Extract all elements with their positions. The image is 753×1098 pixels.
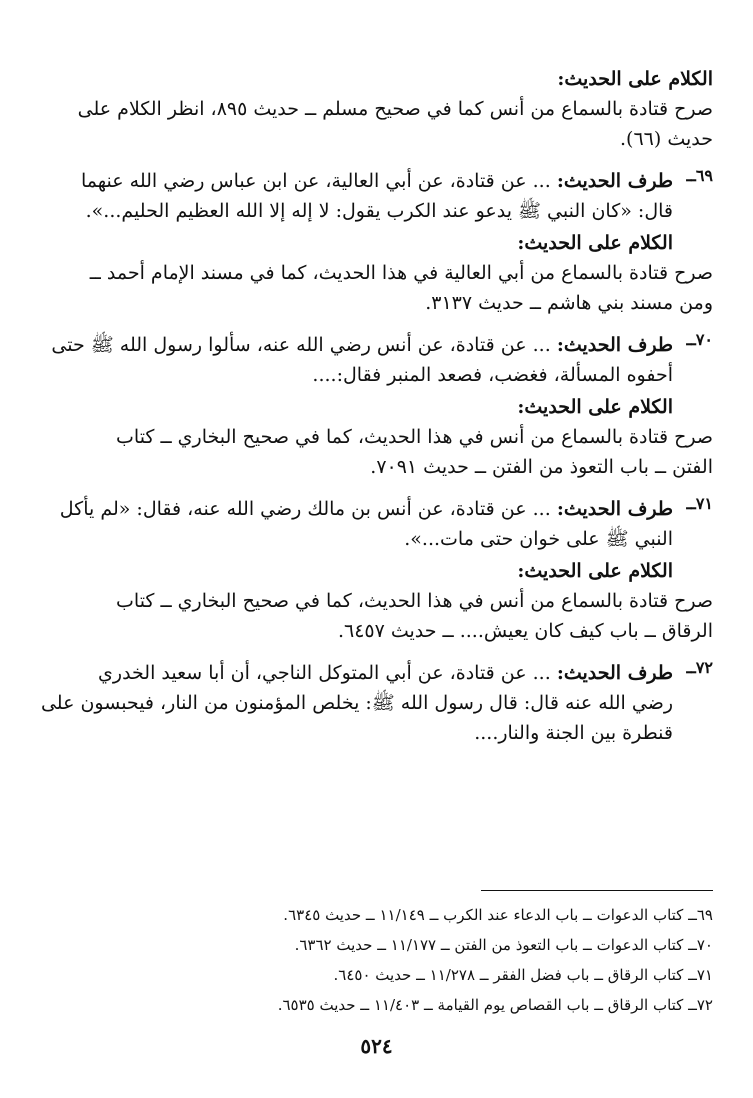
hadith-label: طرف الحديث: bbox=[556, 498, 673, 520]
hadith-line: أحفوه المسألة، فغضب، فصعد المنبر فقال:.... bbox=[312, 364, 673, 386]
commentary-line: صرح قتادة بالسماع من أبي العالية في هذا الحديث، كما في مسند الإمام أحمد ــ bbox=[89, 262, 713, 284]
hadith-label: طرف الحديث: bbox=[556, 662, 673, 684]
hadith-head bbox=[40, 330, 713, 360]
commentary-line: صرح قتادة بالسماع من أنس في هذا الحديث، كما في صحيح البخاري ــ كتاب bbox=[116, 426, 713, 448]
hadith-line bbox=[40, 330, 673, 360]
commentary-heading: الكلام على الحديث: bbox=[517, 232, 673, 254]
commentary-line: صرح قتادة بالسماع من أنس في هذا الحديث، كما في صحيح البخاري ــ كتاب bbox=[116, 590, 713, 612]
hadith-block-69 bbox=[40, 166, 713, 318]
hadith-number: ٧٢ــ bbox=[686, 658, 713, 677]
footnote-item: ٧٢ــ كتاب الرقاق ــ باب القصاص يوم القيامة ــ ١١/٤٠٣ ــ حديث ٦٥٣٥. bbox=[277, 996, 713, 1014]
footnote-item: ٧٠ــ كتاب الدعوات ــ باب التعوذ من الفتن ــ ١١/١٧٧ ــ حديث ٦٣٦٢. bbox=[294, 936, 713, 954]
hadith-line: النبي ﷺ على خوان حتى مات...». bbox=[404, 528, 673, 550]
hadith-block-72 bbox=[40, 658, 713, 748]
page-number: ٥٢٤ bbox=[360, 1034, 393, 1058]
hadith-text: ... عن قتادة، عن أنس بن مالك رضي الله عنه، فقال: «لم يأكل bbox=[59, 498, 551, 520]
commentary-line: الرقاق ــ باب كيف كان يعيش.... ــ حديث ٦٤٥٧. bbox=[337, 620, 713, 642]
hadith-line: قال: «كان النبي ﷺ يدعو عند الكرب يقول: لا إله إلا الله العظيم الحليم...». bbox=[85, 200, 673, 222]
commentary-block-68 bbox=[40, 64, 713, 154]
footnote-item: ٧١ــ كتاب الرقاق ــ باب فضل الفقر ــ ١١/٢٧٨ ــ حديث ٦٤٥٠. bbox=[333, 966, 713, 984]
commentary-line: حديث (٦٦). bbox=[620, 128, 713, 150]
hadith-number: ٧١ــ bbox=[686, 494, 713, 513]
hadith-line: رضي الله عنه قال: قال رسول الله ﷺ: يخلص المؤمنون من النار، فيحبسون على bbox=[40, 692, 673, 714]
hadith-head bbox=[40, 658, 713, 688]
hadith-number: ٧٠ــ bbox=[686, 330, 713, 349]
hadith-text: ... عن قتادة، عن أنس رضي الله عنه، سألوا رسول الله ﷺ حتى bbox=[51, 334, 551, 356]
hadith-line bbox=[40, 166, 673, 196]
hadith-head bbox=[40, 166, 713, 258]
commentary-line: الفتن ــ باب التعوذ من الفتن ــ حديث ٧٠٩١. bbox=[370, 456, 713, 478]
hadith-block-70 bbox=[40, 330, 713, 482]
commentary-heading: الكلام على الحديث: bbox=[517, 396, 673, 418]
commentary-line: صرح قتادة بالسماع من أنس كما في صحيح مسلم ــ حديث ٨٩٥، انظر الكلام على bbox=[77, 98, 713, 120]
hadith-label: طرف الحديث: bbox=[556, 334, 673, 356]
commentary-heading: الكلام على الحديث: bbox=[517, 560, 673, 582]
hadith-line bbox=[40, 658, 673, 688]
commentary-line: ومن مسند بني هاشم ــ حديث ٣١٣٧. bbox=[425, 292, 713, 314]
hadith-line: قنطرة بين الجنة والنار.... bbox=[474, 722, 673, 744]
main-text bbox=[40, 62, 713, 760]
hadith-text: ... عن قتادة، عن أبي المتوكل الناجي، أن أبا سعيد الخدري bbox=[98, 662, 551, 684]
hadith-number: ٦٩ــ bbox=[686, 166, 713, 185]
commentary-heading: الكلام على الحديث: bbox=[557, 68, 713, 90]
footnote-item: ٦٩ــ كتاب الدعوات ــ باب الدعاء عند الكرب ــ ١١/١٤٩ ــ حديث ٦٣٤٥. bbox=[283, 906, 713, 924]
footnotes bbox=[140, 900, 713, 1020]
footnote-rule bbox=[481, 890, 713, 891]
hadith-head bbox=[40, 494, 713, 524]
hadith-label: طرف الحديث: bbox=[556, 170, 673, 192]
hadith-block-71 bbox=[40, 494, 713, 646]
hadith-line bbox=[40, 494, 673, 524]
hadith-text: ... عن قتادة، عن أبي العالية، عن ابن عباس رضي الله عنهما bbox=[81, 170, 551, 192]
